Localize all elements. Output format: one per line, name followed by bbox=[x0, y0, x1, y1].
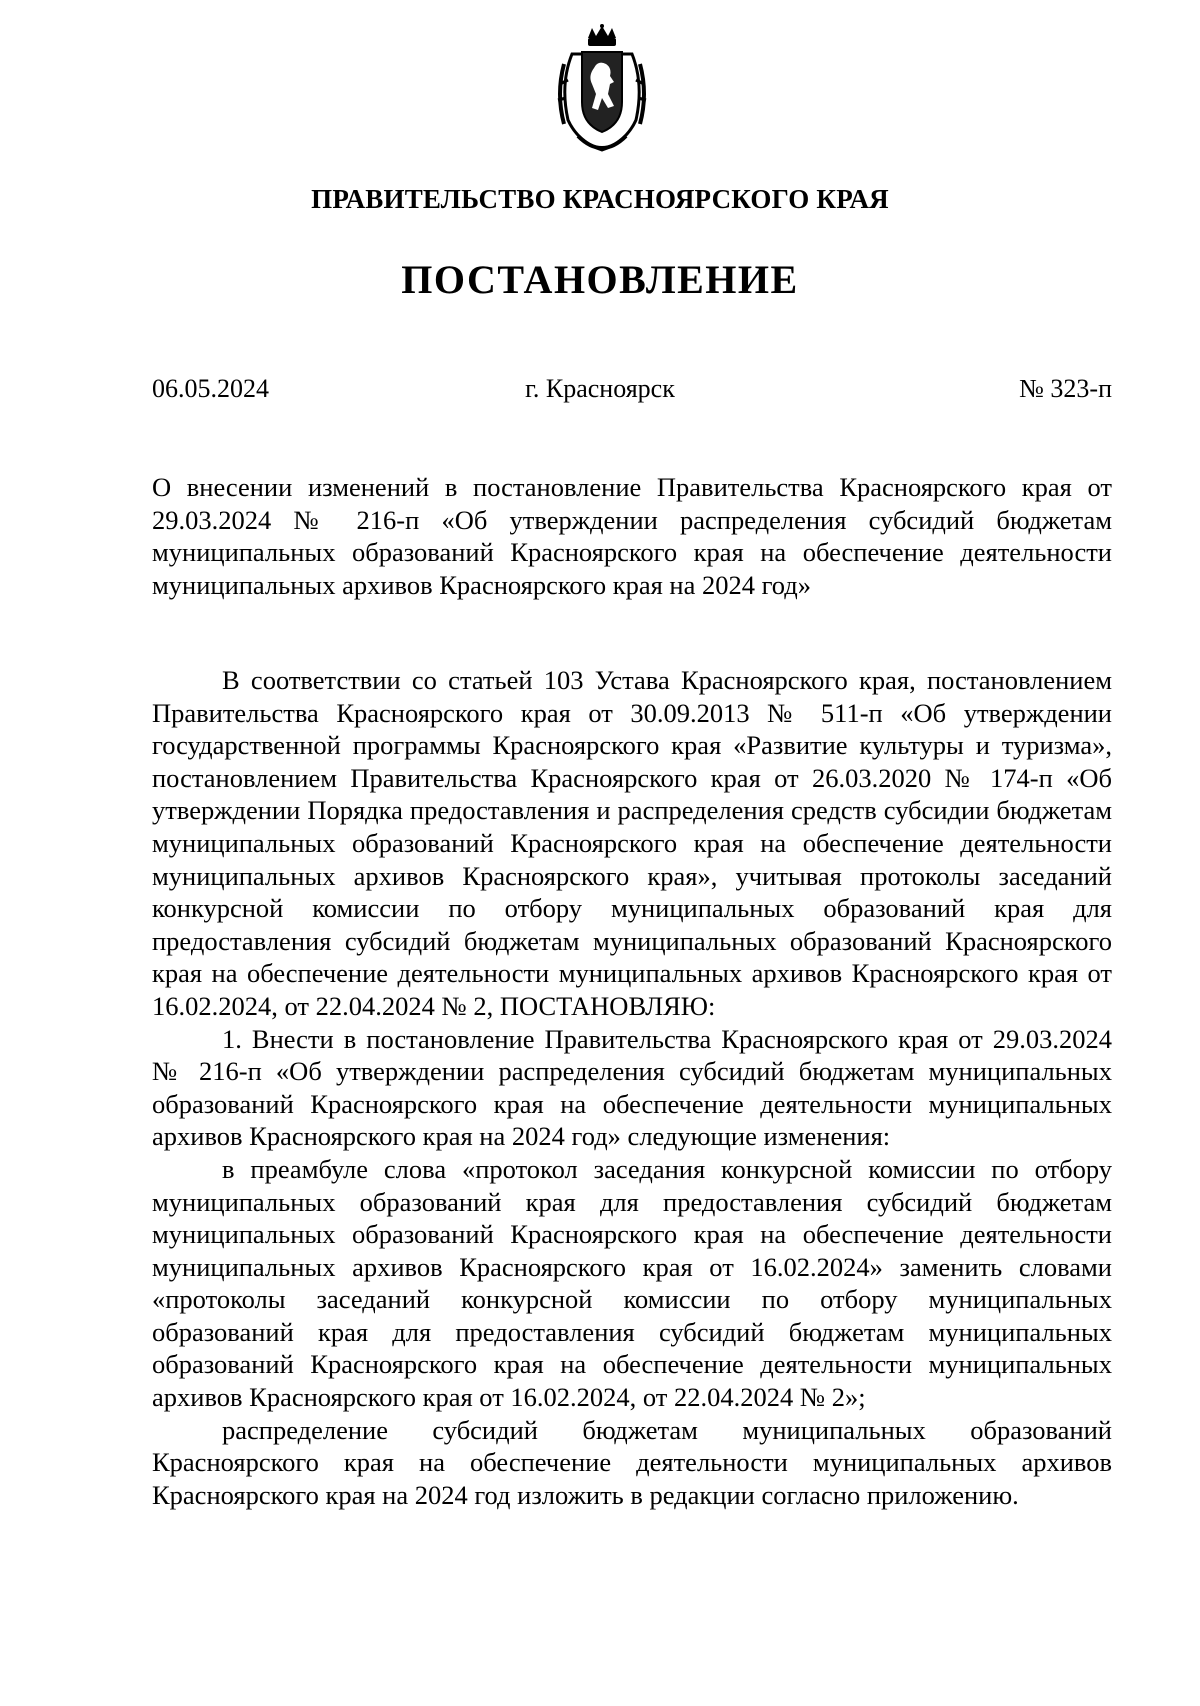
document-number: № 323-п bbox=[1019, 374, 1112, 403]
body-paragraph: в преамбуле слова «протокол заседания конкурсной комиссии по отбору муниципальных образований края для предоставления субсидий бюджетам муниципальных образований Красноярского края на обеспечение деятельности муниципальных архивов Красноярского края от 16.02.2024» заменить словами «протоколы заседаний конкурсной комиссии по отбору муниципальных образований края для предоставления субсидий бюджетам муниципальных образований Красноярского края на обеспечение деятельности муниципальных архивов Красноярского края от 16.02.2024, от 22.04.2024 № 2»; bbox=[152, 1153, 1112, 1413]
body-paragraph: В соответствии со статьей 103 Устава Красноярского края, постановлением Правительства Красноярского края от 30.09.2013 № 511-п «Об утверждении государственной программы Красноярского края «Развитие культуры и туризма», постановлением Правительства Красноярского края от 26.03.2020 № 174-п «Об утверждении Порядка предоставления и распределения средств субсидии бюджетам муниципальных образований Красноярского края на обеспечение деятельности муниципальных архивов Красноярского края», учитывая протоколы заседаний конкурсной комиссии по отбору муниципальных образований края для предоставления субсидий бюджетам муниципальных образований Красноярского края на обеспечение деятельности муниципальных архивов Красноярского края от 16.02.2024, от 22.04.2024 № 2, ПОСТАНОВЛЯЮ: bbox=[152, 665, 1112, 1021]
document-city: г. Красноярск bbox=[525, 374, 675, 403]
coat-of-arms-icon bbox=[554, 24, 650, 156]
document-date: 06.05.2024 bbox=[152, 374, 269, 403]
document-subject: О внесении изменений в постановление Правительства Красноярского края от 29.03.2024 № 216-п «Об утверждении распределения субсидий бюджетам муниципальных образований Красноярского края на обеспечение деятельности муниципальных архивов Красноярского края на 2024 год» bbox=[152, 472, 1112, 600]
document-type-title: ПОСТАНОВЛЕНИЕ bbox=[401, 257, 799, 302]
organization-title: ПРАВИТЕЛЬСТВО КРАСНОЯРСКОГО КРАЯ bbox=[311, 184, 889, 214]
document-body bbox=[152, 664, 1112, 1511]
body-paragraph: 1. Внести в постановление Правительства Красноярского края от 29.03.2024 № 216-п «Об утверждении распределения субсидий бюджетам муниципальных образований Красноярского края на обеспечение деятельности муниципальных архивов Красноярского края на 2024 год» следующие изменения: bbox=[152, 1023, 1112, 1152]
body-paragraph: распределение субсидий бюджетам муниципальных образований Красноярского края на обеспечение деятельности муниципальных архивов Красноярского края на 2024 год изложить в редакции согласно приложению. bbox=[152, 1414, 1112, 1510]
